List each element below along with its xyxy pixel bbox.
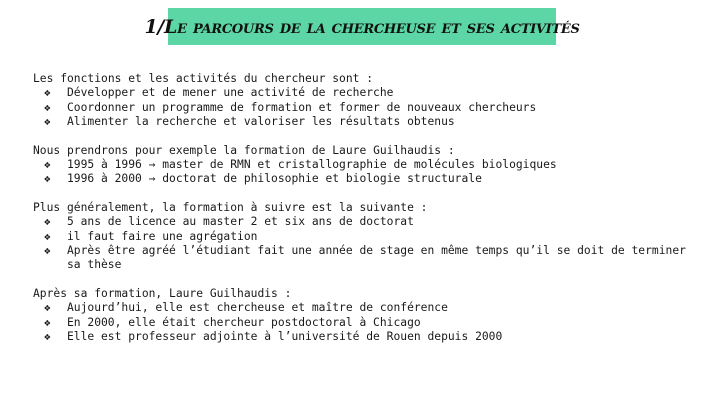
list-item	[33, 230, 703, 244]
diamond-bullet-icon: ❖	[44, 229, 51, 243]
diamond-bullet-icon: ❖	[44, 172, 51, 186]
list-item	[33, 215, 703, 229]
section-lead: Plus généralement, la formation à suivre est la suivante :	[33, 200, 428, 214]
bullet-list	[33, 301, 703, 344]
list-item-text: En 2000, elle était chercheur postdoctoral à Chicago	[67, 315, 421, 329]
list-item	[33, 316, 703, 330]
diamond-bullet-icon: ❖	[44, 315, 51, 329]
section-lead: Les fonctions et les activités du chercheur sont :	[33, 72, 374, 85]
section-general-training	[33, 201, 703, 273]
bullet-list	[33, 215, 703, 273]
diamond-bullet-icon: ❖	[44, 158, 51, 172]
diamond-bullet-icon: ❖	[44, 115, 51, 129]
list-item-text: 1995 à 1996 → master de RMN et cristallographie de molécules biologiques	[67, 158, 557, 172]
section-lead: Nous prendrons pour exemple la formation de Laure Guilhaudis :	[33, 143, 455, 157]
list-item	[33, 158, 703, 172]
diamond-bullet-icon: ❖	[44, 215, 51, 229]
list-item	[33, 101, 703, 115]
list-item-text: Coordonner un programme de formation et former de nouveaux chercheurs	[67, 100, 537, 114]
diamond-bullet-icon: ❖	[44, 100, 51, 114]
section-example-training	[33, 144, 703, 187]
list-item-text: il faut faire une agrégation	[67, 229, 258, 243]
list-item-text: 1996 à 2000 → doctorat de philosophie et biologie structurale	[67, 172, 482, 186]
section-activities	[33, 72, 703, 130]
section-after-training	[33, 287, 703, 345]
list-item	[33, 244, 703, 273]
list-item	[33, 330, 703, 344]
list-item-text: Développer et de mener une activité de recherche	[67, 86, 394, 100]
diamond-bullet-icon: ❖	[44, 301, 51, 315]
document-body	[33, 72, 703, 359]
list-item-text: Après être agréé l’étudiant fait une année de stage en même temps qu’il se doit de terminer sa thèse	[67, 244, 686, 272]
list-item-text: Elle est professeur adjointe à l’université de Rouen depuis 2000	[67, 330, 503, 344]
bullet-list	[33, 86, 703, 129]
list-item-text: Alimenter la recherche et valoriser les résultats obtenus	[67, 115, 455, 129]
diamond-bullet-icon: ❖	[44, 244, 51, 258]
section-lead: Après sa formation, Laure Guilhaudis :	[33, 286, 292, 300]
bullet-list	[33, 158, 703, 187]
list-item	[33, 86, 703, 100]
list-item-text: 5 ans de licence au master 2 et six ans de doctorat	[67, 215, 414, 229]
diamond-bullet-icon: ❖	[44, 86, 51, 100]
list-item	[33, 301, 703, 315]
page-title: 1/Le parcours de la chercheuse et ses activités	[144, 15, 580, 38]
list-item	[33, 115, 703, 129]
title-banner	[144, 8, 580, 45]
list-item-text: Aujourd’hui, elle est chercheuse et maître de conférence	[67, 301, 448, 315]
diamond-bullet-icon: ❖	[44, 330, 51, 344]
list-item	[33, 172, 703, 186]
